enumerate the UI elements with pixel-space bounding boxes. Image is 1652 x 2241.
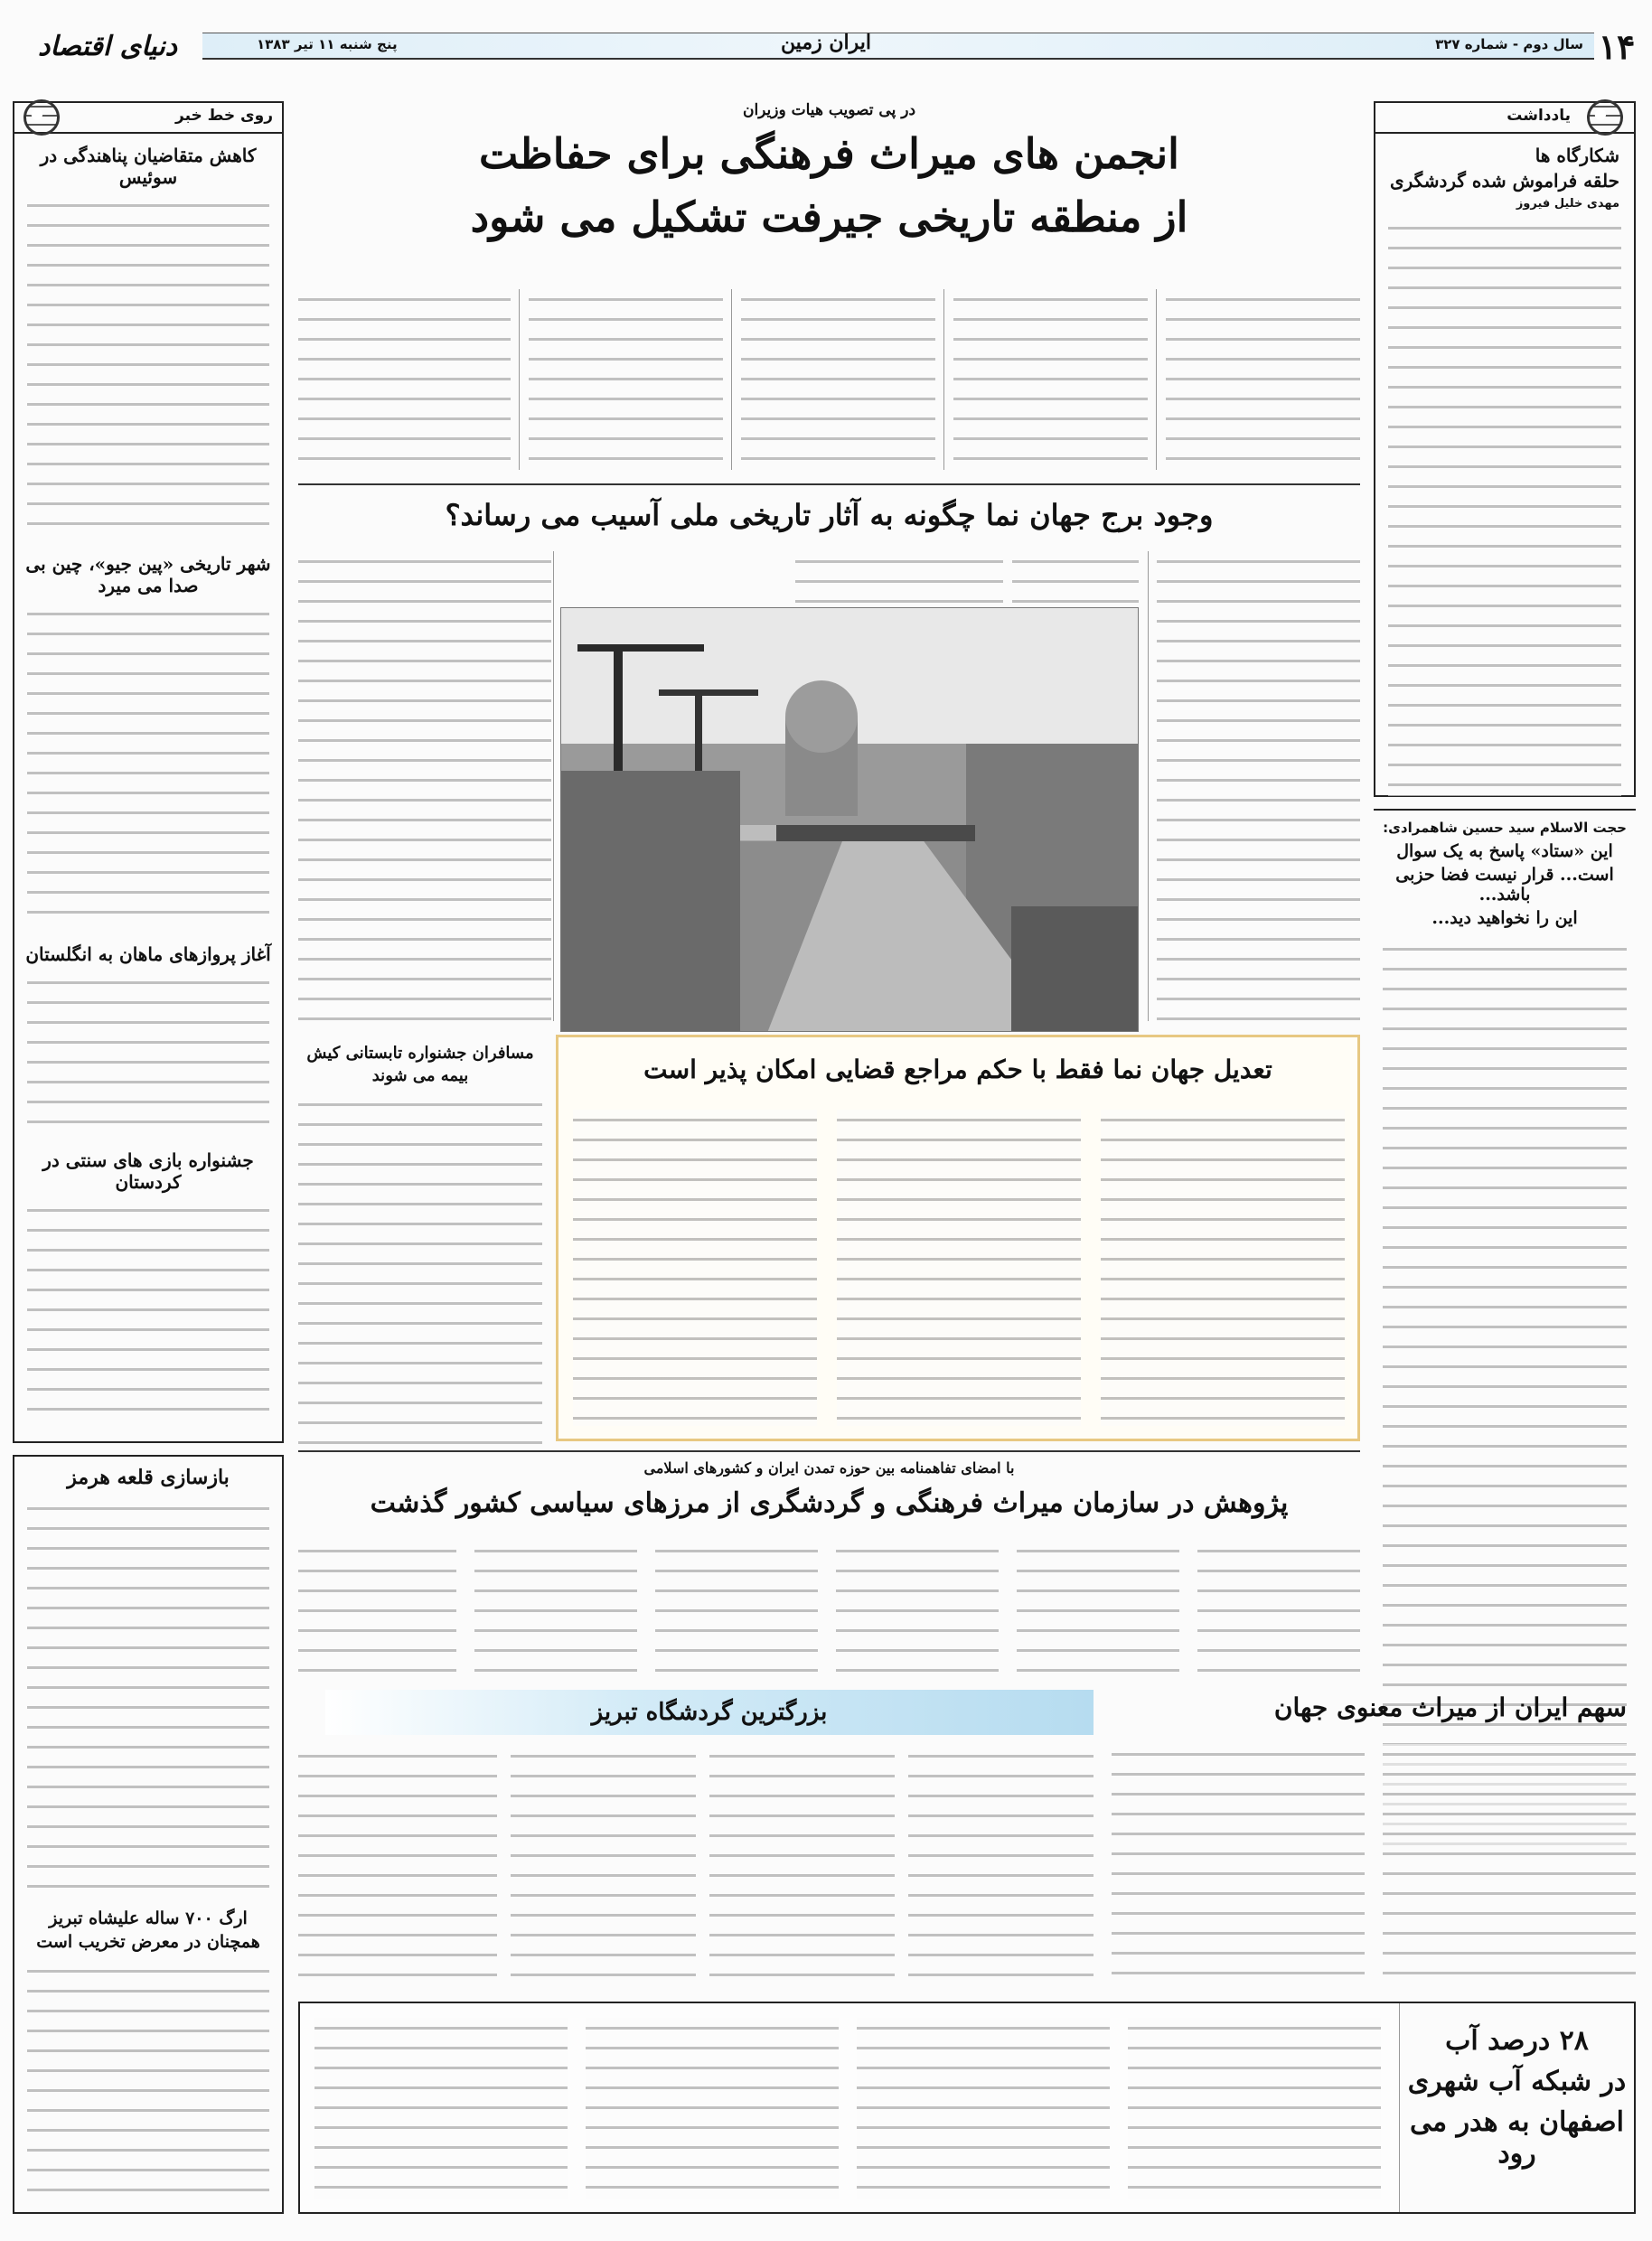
boxed-column — [1101, 1110, 1345, 1426]
research-column — [298, 1541, 456, 1676]
issue-info: سال دوم - شماره ۳۲۷ — [1435, 36, 1583, 52]
hormoz-body — [27, 1498, 269, 1896]
isfahan-column — [857, 2018, 1110, 2199]
research-title: پژوهش در سازمان میراث فرهنگی و گردشگری از مرزهای سیاسی کشور گذشت — [370, 1487, 1289, 1519]
jahan-nama-column — [298, 551, 551, 1021]
hamedani-title-3: این را نخواهید دید... — [1431, 908, 1578, 928]
lead-column — [953, 289, 1148, 470]
issue-date: پنج شنبه ۱۱ تیر ۱۳۸۳ — [257, 36, 398, 52]
news-item-title: کاهش متقاضیان پناهندگی در سوئیس — [40, 145, 257, 188]
hamedani-kicker: حجت الاسلام سید حسین شاهمرادی: — [1383, 820, 1627, 836]
tabriz-column — [709, 1746, 895, 1990]
lead-column — [529, 289, 723, 470]
tabriz-column — [908, 1746, 1094, 1990]
lead-column — [1166, 289, 1360, 470]
hormoz-column — [13, 1455, 284, 2214]
note-label: یادداشت — [1375, 103, 1634, 134]
news-item-body — [27, 604, 269, 929]
section-title: ایران زمین — [780, 31, 872, 54]
hamedani-title-1: این «ستاد» پاسخ به یک سوال — [1396, 841, 1613, 861]
boxed-story-title: تعدیل جهان نما فقط با حکم مراجع قضایی امکان پذیر است — [643, 1055, 1272, 1084]
research-kicker: با امضای تفاهمنامه بین حوزه تمدن ایران و کشورهای اسلامی — [643, 1459, 1015, 1477]
isfahan-water-title-box — [1399, 2003, 1634, 2212]
note-title: شکارگاه ها — [1535, 145, 1619, 166]
lead-column — [741, 289, 935, 470]
kish-body — [298, 1094, 542, 1447]
iran-share-column — [1383, 1744, 1636, 1988]
lead-column — [298, 289, 511, 470]
masthead — [13, 25, 1639, 69]
boxed-column — [837, 1110, 1081, 1426]
globe-icon — [23, 99, 60, 136]
news-line-column — [13, 101, 284, 1443]
news-item-body — [27, 972, 269, 1135]
isfahan-water-story — [298, 2002, 1636, 2214]
research-column — [836, 1541, 999, 1676]
jahan-nama-column — [1012, 551, 1139, 605]
note-body — [1388, 218, 1621, 796]
research-column — [1017, 1541, 1179, 1676]
note-author: مهدی خلیل فیروز — [1516, 197, 1619, 211]
iran-share-story — [1107, 1690, 1636, 1993]
jahan-nama-title: وجود برج جهان نما چگونه به آثار تاریخی ملی آسیب می رساند؟ — [445, 498, 1214, 532]
tabriz-title: بزرگترین گردشگاه تبریز — [591, 1699, 828, 1726]
page-number: ۱۴ — [1594, 25, 1639, 69]
tabriz-story — [298, 1690, 1094, 1993]
iran-share-column — [1112, 1744, 1365, 1988]
research-column — [474, 1541, 637, 1676]
divider — [298, 1450, 1360, 1452]
news-item-title: شهر تاریخی «پین جیو»، چین بی صدا می میرد — [25, 553, 271, 596]
note-column — [1374, 101, 1636, 797]
isfahan-title-3: اصفهان به هدر می رود — [1410, 2106, 1624, 2170]
lead-title-1: انجمن های میراث فرهنگی برای حفاظت — [479, 129, 1179, 178]
isfahan-title-2: در شبکه آب شهری — [1407, 2066, 1627, 2097]
divider — [298, 483, 1360, 485]
isfahan-column — [586, 2018, 839, 2199]
hormoz-title: بازسازی قلعه هرمز — [67, 1466, 230, 1489]
isfahan-column — [1128, 2018, 1381, 2199]
boxed-story — [556, 1035, 1360, 1441]
kish-title-1: مسافران جشنواره تابستانی کیش — [306, 1044, 534, 1063]
research-body — [298, 1541, 1360, 1676]
news-item-title: جشنواره بازی های سنتی در کردستان — [42, 1149, 254, 1193]
news-line-label: روی خط خبر — [14, 103, 282, 134]
jahan-nama-column — [795, 551, 1003, 605]
ark-body — [27, 1961, 269, 2205]
jahan-nama-photo — [560, 607, 1139, 1032]
isfahan-title-1: ۲۸ درصد آب — [1445, 2025, 1589, 2057]
news-item-body — [27, 195, 269, 539]
isfahan-column — [314, 2018, 568, 2199]
research-column — [655, 1541, 818, 1676]
boxed-column — [573, 1110, 817, 1426]
hamedani-title-2: است... قرار نیست فضا حزبی باشد... — [1395, 865, 1614, 905]
ark-title-2: همچنان در معرض تخریب است — [36, 1932, 260, 1952]
photo-illustration — [560, 608, 1138, 1032]
news-item-body — [27, 1200, 269, 1426]
ark-title-1: ارگ ۷۰۰ ساله علیشاه تبریز — [49, 1908, 248, 1928]
globe-icon — [1587, 99, 1623, 136]
news-item-title: آغاز پروازهای ماهان به انگلستان — [25, 943, 271, 965]
iran-share-title: سهم ایران از میراث معنوی جهان — [1273, 1692, 1627, 1722]
note-subtitle: حلقه فراموش شده گردشگری — [1389, 170, 1619, 192]
jahan-nama-column — [1157, 551, 1360, 1021]
lead-kicker: در پی تصویب هیات وزیران — [742, 101, 916, 119]
research-column — [1197, 1541, 1360, 1676]
kish-story — [298, 1035, 542, 1459]
newspaper-logo: دنیای اقتصاد — [13, 25, 202, 69]
lead-body — [298, 289, 1360, 470]
tabriz-title-bar — [325, 1690, 1094, 1735]
tabriz-column — [511, 1746, 696, 1990]
tabriz-column — [298, 1746, 497, 1990]
kish-title-2: بیمه می شوند — [371, 1066, 469, 1085]
lead-title-2: از منطقه تاریخی جیرفت تشکیل می شود — [470, 192, 1188, 241]
